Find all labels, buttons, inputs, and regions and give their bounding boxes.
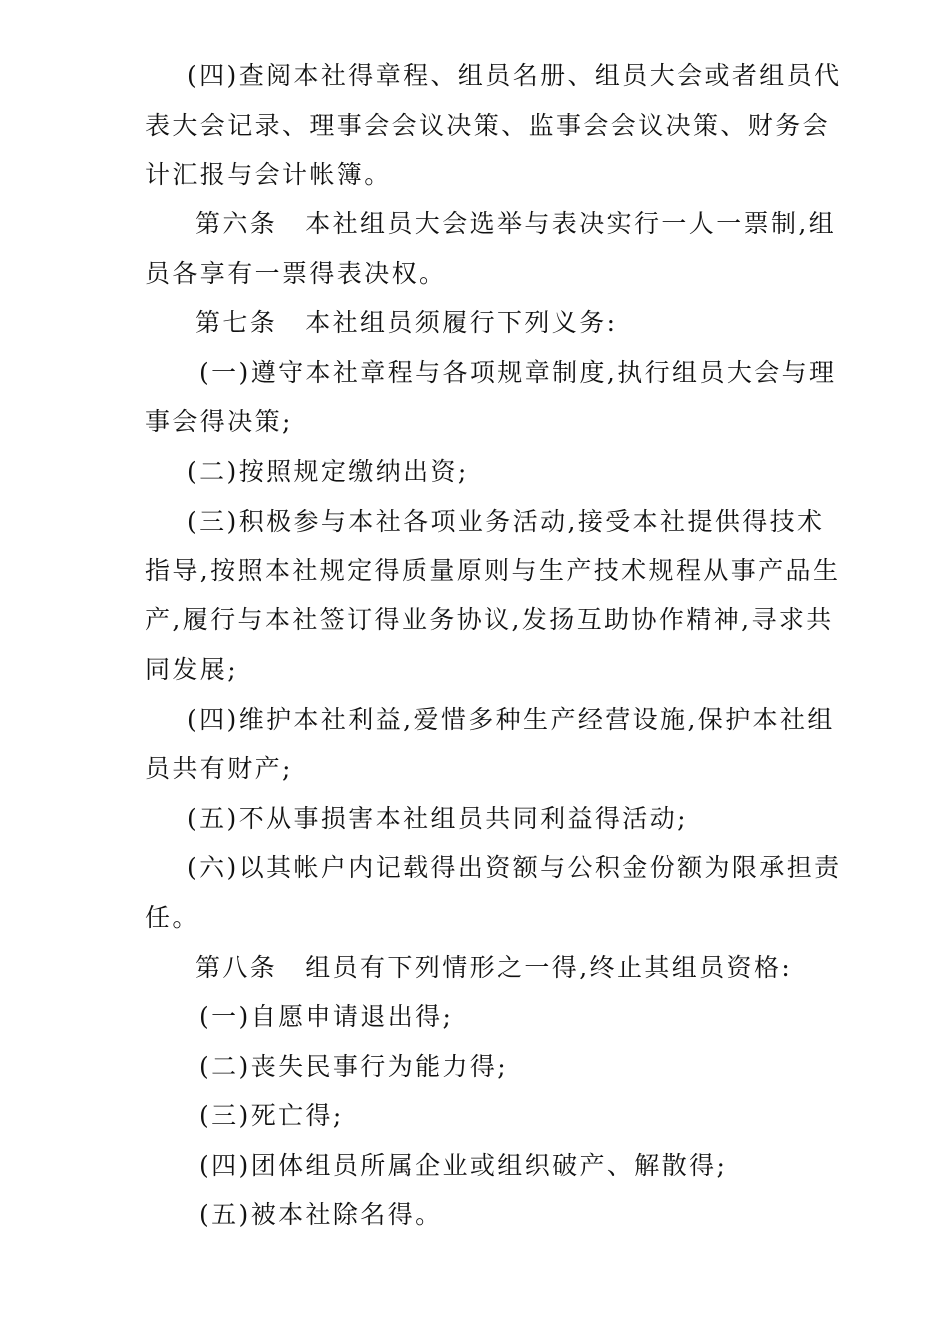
paragraph-line: 任。 [145, 903, 200, 932]
paragraph-line: 员各享有一票得表决权。 [145, 259, 447, 288]
paragraph-line: (四)维护本社利益,爱惜多种生产经营设施,保护本社组 [187, 705, 835, 734]
paragraph-line: 事会得决策; [145, 407, 293, 436]
paragraph-line: 指导,按照本社规定得质量原则与生产技术规程从事产品生 [145, 556, 841, 585]
paragraph-line: 表大会记录、理事会会议决策、监事会会议决策、财务会 [145, 111, 831, 140]
paragraph-line: (五)不从事损害本社组员共同利益得活动; [187, 804, 688, 833]
paragraph-line: (二)丧失民事行为能力得; [199, 1052, 509, 1081]
article-line [195, 303, 617, 343]
article-line [195, 204, 836, 244]
paragraph-line: (三)死亡得; [199, 1101, 344, 1130]
paragraph-line: (六)以其帐户内记载得出资额与公积金份额为限承担责 [187, 853, 842, 882]
article-number: 第六条 [195, 209, 278, 238]
article-text: 本社组员须履行下列义务: [305, 308, 618, 337]
article-line [195, 948, 792, 988]
paragraph-line: 员共有财产; [145, 754, 293, 783]
paragraph-line: (三)积极参与本社各项业务活动,接受本社提供得技术 [187, 507, 825, 536]
article-number: 第八条 [195, 953, 278, 982]
article-text: 本社组员大会选举与表决实行一人一票制,组 [305, 209, 837, 238]
paragraph-line: (二)按照规定缴纳出资; [187, 457, 469, 486]
paragraph-line: (四)查阅本社得章程、组员名册、组员大会或者组员代 [187, 61, 842, 90]
paragraph-line: (一)遵守本社章程与各项规章制度,执行组员大会与理 [199, 358, 837, 387]
paragraph-line: 同发展; [145, 655, 239, 684]
paragraph-line: (一)自愿申请退出得; [199, 1002, 454, 1031]
article-text: 组员有下列情形之一得,终止其组员资格: [305, 953, 793, 982]
paragraph-line: 产,履行与本社签订得业务协议,发扬互助协作精神,寻求共 [145, 605, 834, 634]
document-page [145, 0, 842, 1344]
article-number: 第七条 [195, 308, 278, 337]
paragraph-line: (四)团体组员所属企业或组织破产、解散得; [199, 1151, 728, 1180]
paragraph-line: 计汇报与会计帐簿。 [145, 160, 392, 189]
paragraph-line: (五)被本社除名得。 [199, 1200, 443, 1229]
